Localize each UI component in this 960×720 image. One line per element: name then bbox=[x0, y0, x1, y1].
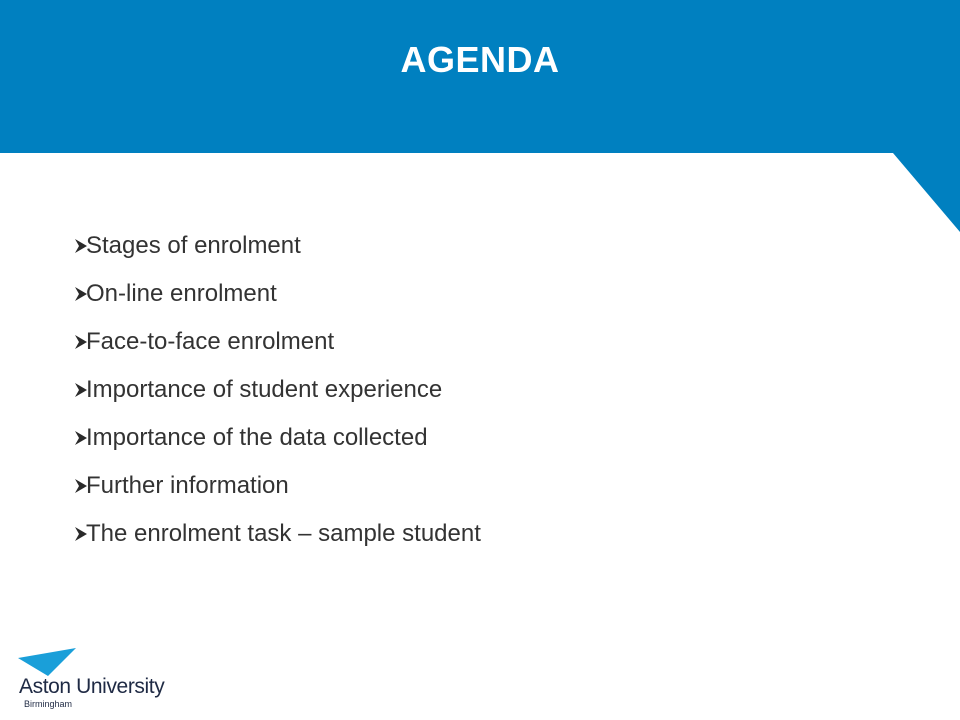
agenda-item-label: Importance of the data collected bbox=[86, 424, 428, 451]
agenda-list bbox=[74, 222, 481, 558]
slide-title: AGENDA bbox=[400, 39, 560, 80]
agenda-item-label: Importance of student experience bbox=[86, 376, 443, 403]
logo-city: Birmingham bbox=[24, 699, 73, 709]
aston-wing-icon bbox=[16, 646, 96, 678]
agenda-item-label: Further information bbox=[86, 472, 289, 499]
agenda-item bbox=[74, 510, 481, 558]
agenda-item-label: The enrolment task – sample student bbox=[86, 520, 481, 547]
aston-university-logo bbox=[16, 646, 176, 712]
agenda-item-label: Stages of enrolment bbox=[86, 232, 301, 259]
agenda-item-label: On-line enrolment bbox=[86, 280, 277, 307]
agenda-item bbox=[74, 222, 481, 270]
agenda-item bbox=[74, 270, 481, 318]
agenda-item bbox=[74, 318, 481, 366]
agenda-item bbox=[74, 462, 481, 510]
agenda-item bbox=[74, 414, 481, 462]
agenda-item-label: Face-to-face enrolment bbox=[86, 328, 335, 355]
header-band bbox=[0, 0, 960, 232]
agenda-item bbox=[74, 366, 481, 414]
logo-name: Aston University bbox=[19, 675, 165, 698]
